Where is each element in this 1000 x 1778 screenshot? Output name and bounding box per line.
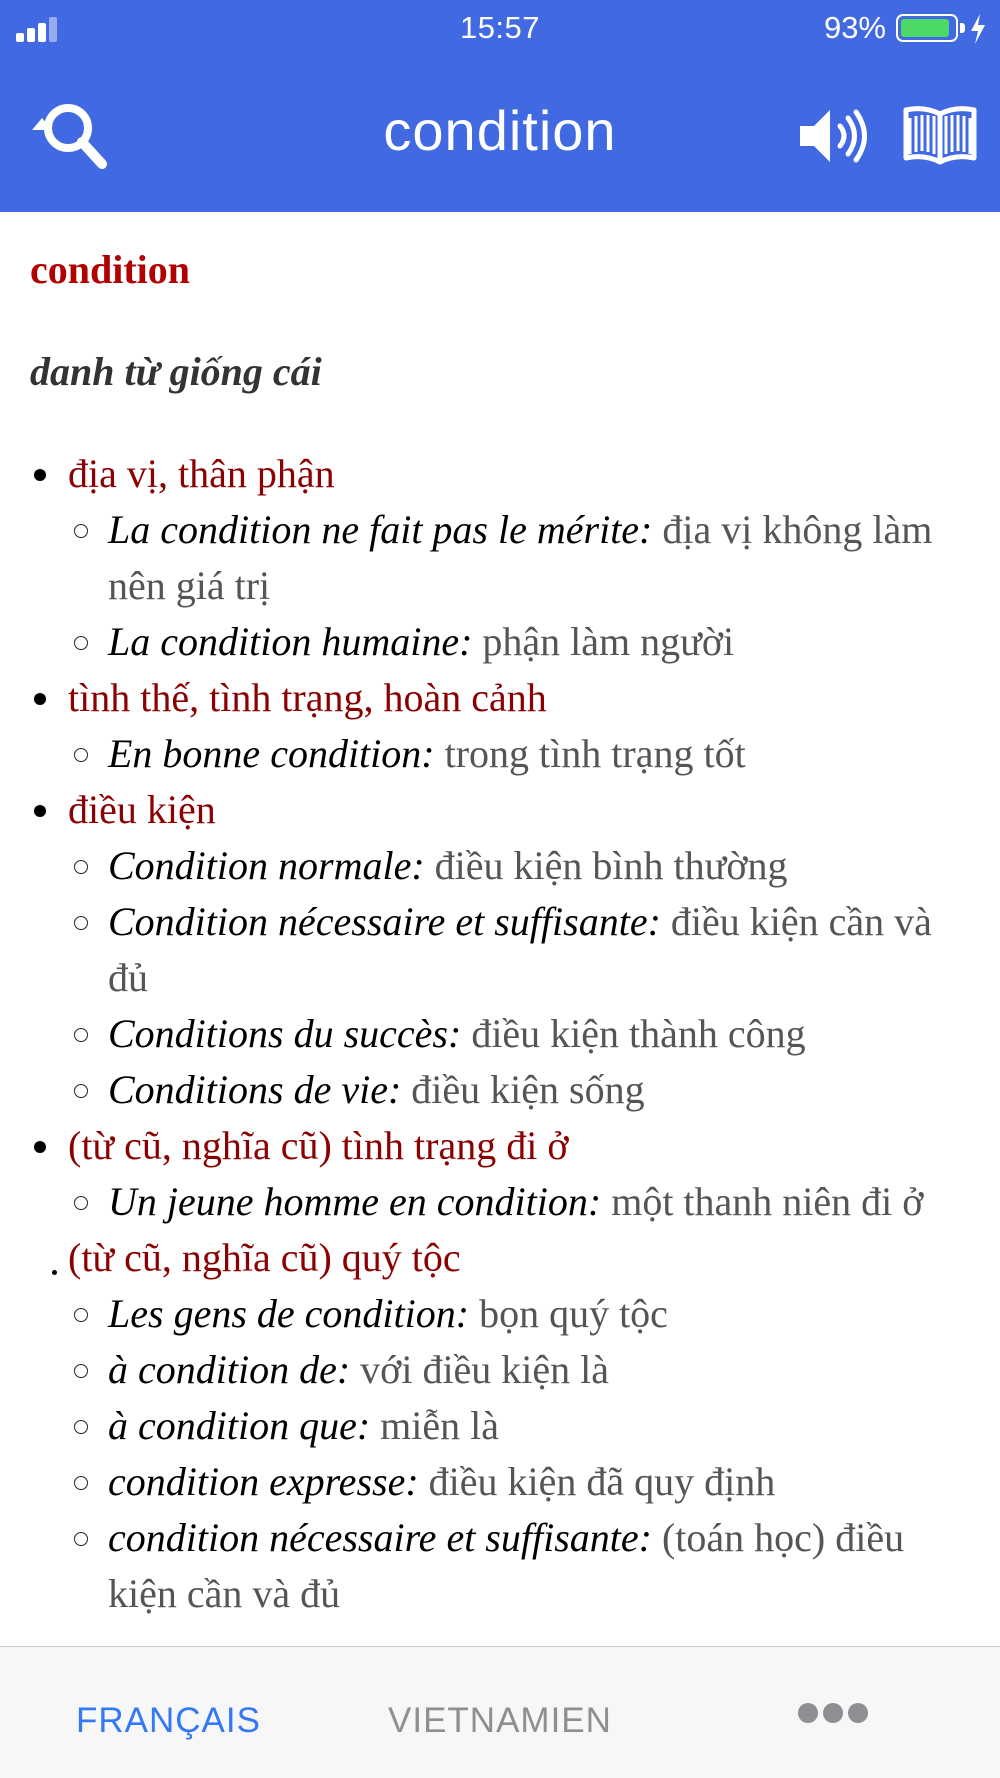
- battery-level: [901, 19, 949, 37]
- circle-bullet-icon: [74, 1084, 88, 1098]
- example-list: [68, 726, 1000, 782]
- example-french: La condition ne fait pas le mérite:: [108, 507, 653, 552]
- sense-text: (từ cũ, nghĩa cũ) quý tộc: [68, 1235, 461, 1280]
- example-vietnamese: bọn quý tộc: [479, 1291, 668, 1336]
- example-item: [68, 838, 1000, 894]
- sense-text: địa vị, thân phận: [68, 451, 335, 496]
- circle-bullet-icon: [74, 1028, 88, 1042]
- example-vietnamese: điều kiện thành công: [471, 1011, 806, 1056]
- circle-bullet-icon: [74, 1532, 88, 1546]
- sense-list: [0, 446, 1000, 1622]
- example-vietnamese: phận làm người: [482, 619, 735, 664]
- example-french: Un jeune homme en condition:: [108, 1179, 602, 1224]
- example-item: [68, 1454, 1000, 1510]
- sense-item: [0, 1230, 1000, 1622]
- circle-bullet-icon: [74, 1364, 88, 1378]
- status-bar: [0, 0, 1000, 60]
- sense-text: (từ cũ, nghĩa cũ) tình trạng đi ở: [68, 1123, 569, 1168]
- example-vietnamese: điều kiện sống: [411, 1067, 645, 1112]
- sense-text: tình thế, tình trạng, hoàn cảnh: [68, 675, 547, 720]
- tab-vietnamien[interactable]: VIETNAMIEN: [388, 1701, 612, 1740]
- example-vietnamese: trong tình trạng tốt: [444, 731, 746, 776]
- headword: condition: [30, 247, 191, 292]
- example-list: [68, 838, 1000, 1118]
- example-vietnamese: một thanh niên đi ở: [611, 1179, 924, 1224]
- example-vietnamese: điều kiện bình thường: [434, 843, 788, 888]
- example-french: à condition que:: [108, 1403, 371, 1448]
- example-list: [68, 1174, 1000, 1230]
- example-vietnamese: điều kiện đã quy định: [428, 1459, 776, 1504]
- example-french: condition nécessaire et suffisante:: [108, 1515, 652, 1560]
- tab-francais[interactable]: FRANÇAIS: [76, 1701, 261, 1740]
- bullet-icon: [34, 469, 46, 481]
- app-header: [0, 0, 1000, 212]
- example-french: condition expresse:: [108, 1459, 419, 1504]
- example-item: [68, 894, 1000, 1006]
- sense-item: [0, 670, 1000, 782]
- example-item: [68, 1510, 1000, 1622]
- circle-bullet-icon: [74, 524, 88, 538]
- example-french: à condition de:: [108, 1347, 351, 1392]
- bottom-tab-bar: [0, 1646, 1000, 1778]
- example-vietnamese: miễn là: [380, 1403, 500, 1448]
- charging-bolt-icon: [968, 12, 988, 46]
- example-item: [68, 502, 1000, 614]
- entry-content[interactable]: [0, 212, 1000, 1646]
- example-vietnamese: với điều kiện là: [360, 1347, 610, 1392]
- example-vietnamese: (toán học) điều kiện cần và đủ: [108, 1515, 905, 1616]
- example-french: Conditions du succès:: [108, 1011, 462, 1056]
- book-icon[interactable]: [900, 104, 980, 168]
- circle-bullet-icon: [74, 860, 88, 874]
- example-french: En bonne condition:: [108, 731, 435, 776]
- part-of-speech: danh từ giống cái: [30, 349, 322, 394]
- example-item: [68, 1006, 1000, 1062]
- example-list: [68, 502, 1000, 670]
- nav-title: condition: [383, 99, 617, 162]
- circle-bullet-icon: [74, 916, 88, 930]
- example-french: Conditions de vie:: [108, 1067, 402, 1112]
- nav-bar: [0, 60, 1000, 212]
- more-dots-icon[interactable]: [798, 1703, 868, 1725]
- status-time: 15:57: [459, 10, 541, 45]
- example-french: Les gens de condition:: [108, 1291, 470, 1336]
- bullet-icon: [52, 1270, 57, 1275]
- example-french: Condition normale:: [108, 843, 425, 888]
- example-french: Condition nécessaire et suffisante:: [108, 899, 661, 944]
- circle-bullet-icon: [74, 748, 88, 762]
- sense-item: [0, 1118, 1000, 1230]
- example-item: [68, 614, 1000, 670]
- example-item: [68, 1174, 1000, 1230]
- battery-cap: [960, 23, 965, 33]
- example-item: [68, 1398, 1000, 1454]
- circle-bullet-icon: [74, 1308, 88, 1322]
- sense-text: điều kiện: [68, 787, 216, 832]
- bullet-icon: [34, 693, 46, 705]
- speaker-icon[interactable]: [798, 104, 868, 168]
- sense-item: [0, 446, 1000, 670]
- bullet-icon: [34, 1141, 46, 1153]
- example-item: [68, 1286, 1000, 1342]
- example-item: [68, 726, 1000, 782]
- circle-bullet-icon: [74, 1420, 88, 1434]
- battery-icon: [896, 14, 958, 42]
- circle-bullet-icon: [74, 636, 88, 650]
- circle-bullet-icon: [74, 1196, 88, 1210]
- example-item: [68, 1342, 1000, 1398]
- battery-percentage: 93%: [823, 10, 886, 45]
- example-vietnamese: địa vị không làm nên giá trị: [108, 507, 933, 608]
- circle-bullet-icon: [74, 1476, 88, 1490]
- example-vietnamese: điều kiện cần và đủ: [108, 899, 932, 1000]
- sense-item: [0, 782, 1000, 1118]
- example-french: La condition humaine:: [108, 619, 473, 664]
- example-list: [68, 1286, 1000, 1622]
- bullet-icon: [34, 805, 46, 817]
- example-item: [68, 1062, 1000, 1118]
